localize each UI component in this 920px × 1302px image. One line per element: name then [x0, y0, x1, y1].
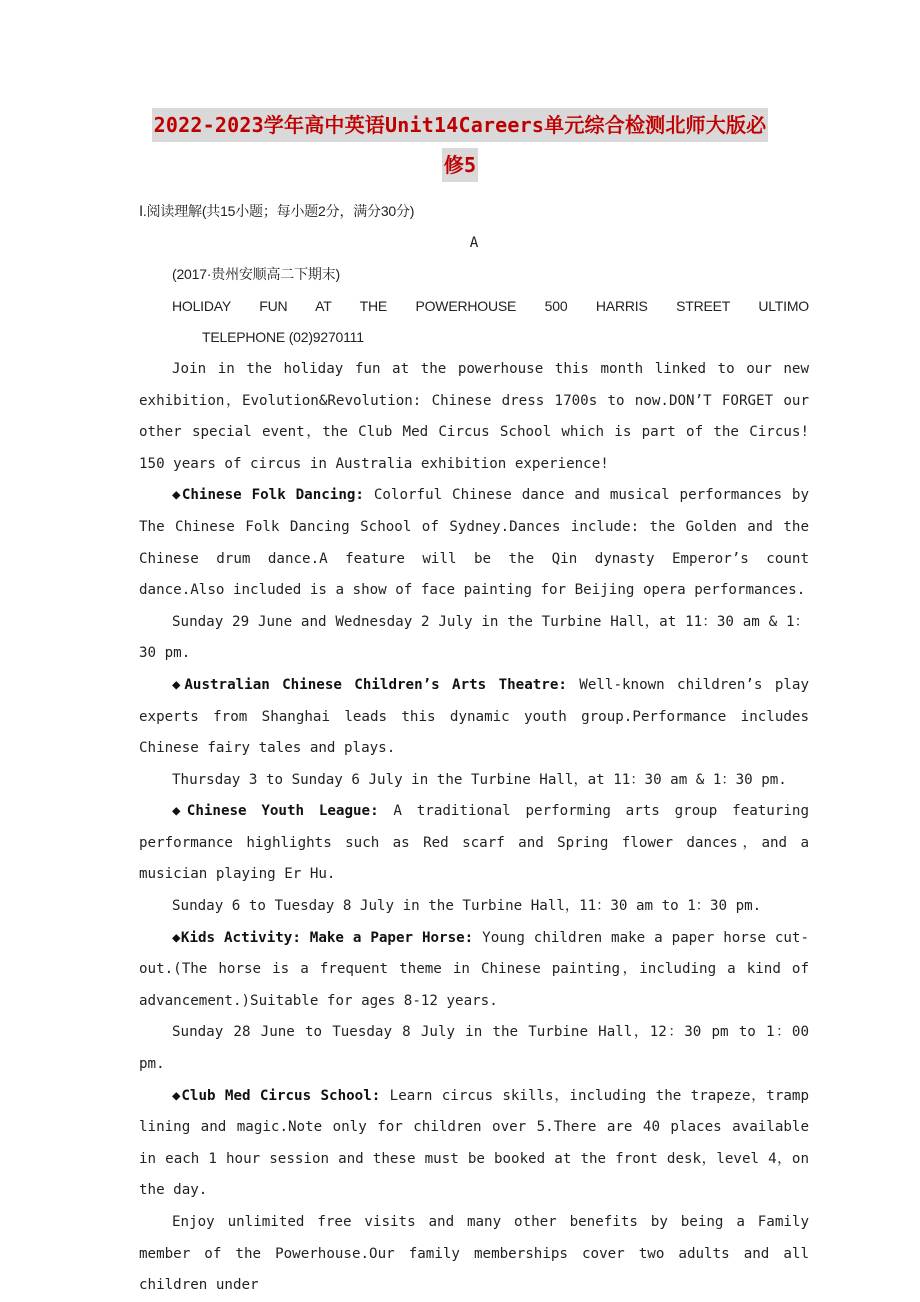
event-text: Young children make a paper horse cut-out.(The horse is a frequent theme in Chinese painting，including a kind of advancement.)Suitable for ages 8-12 years.	[139, 929, 809, 1009]
event-item	[139, 923, 809, 1018]
source-note: (2017·贵州安顺高二下期末)	[172, 266, 340, 283]
header-telephone: TELEPHONE (02)9270111	[202, 329, 364, 346]
event-text: Colorful Chinese dance and musical performances by The Chinese Folk Dancing School of Sydney.Dances include: the Golden and the Chinese drum dance.A feature will be the Qin dynasty Emperor’s count dance.Also included is a show of face painting for Beijing opera performances.	[139, 487, 809, 599]
document-title	[0, 108, 920, 182]
event-schedule: Sunday 6 to Tuesday 8 July in the Turbine Hall，11：30 am to 1：30 pm.	[172, 898, 762, 915]
title-line-1: 2022-2023学年高中英语Unit14Careers单元综合检测北师大版必	[152, 108, 769, 142]
event-schedule: Thursday 3 to Sunday 6 July in the Turbine Hall，at 11：30 am & 1：30 pm.	[172, 771, 787, 788]
event-text: Well-known children’s play experts from Shanghai leads this dynamic youth group.Performance includes Chinese fairy tales and plays.	[139, 676, 809, 757]
header-venue: HOLIDAY FUN AT THE POWERHOUSE 500 HARRIS STREET ULTIMO	[172, 297, 809, 314]
event-heading: ◆Club Med Circus School:	[172, 1087, 381, 1104]
event-heading: ◆Chinese Youth League:	[172, 803, 379, 820]
event-item	[139, 796, 809, 891]
event-schedule: Sunday 28 June to Tuesday 8 July in the Turbine Hall，12：30 pm to 1：00 pm.	[139, 1024, 809, 1073]
title-line-2: 修5	[442, 148, 478, 182]
document-body	[139, 196, 809, 1302]
event-schedule: Sunday 29 June and Wednesday 2 July in the Turbine Hall，at 11：30 am & 1：30 pm.	[139, 613, 809, 662]
event-heading: ◆Chinese Folk Dancing:	[172, 487, 364, 504]
event-item	[139, 1081, 809, 1207]
section-heading: Ⅰ.阅读理解(共15小题；每小题2分，满分30分)	[139, 203, 415, 219]
event-text: Learn circus skills，including the trapeze，tramp lining and magic.Note only for children over 5.There are 40 places available in each 1 hour session and these must be booked at the front desk，level 4，on the day.	[139, 1087, 809, 1199]
closing-paragraph: Enjoy unlimited free visits and many other benefits by being a Family member of the Powerhouse.Our family memberships cover two adults and all children under	[139, 1214, 809, 1294]
event-text: A traditional performing arts group featuring performance highlights such as Red scarf and Spring flower dances，and a musician playing Er Hu.	[139, 803, 809, 883]
event-heading: ◆Australian Chinese Children’s Arts Theatre:	[172, 676, 567, 693]
event-heading: ◆Kids Activity: Make a Paper Horse:	[172, 929, 474, 946]
event-item	[139, 670, 809, 765]
event-item	[139, 480, 809, 606]
passage-header	[139, 291, 809, 354]
intro-paragraph: Join in the holiday fun at the powerhouse this month linked to our new exhibition，Evolution&Revolution: Chinese dress 1700s to now.DON’T FORGET our other special event，the Club Med Circus School which is part of the Circus! 150 years of circus in Australia exhibition experience!	[139, 360, 809, 472]
part-label: A	[469, 234, 479, 251]
